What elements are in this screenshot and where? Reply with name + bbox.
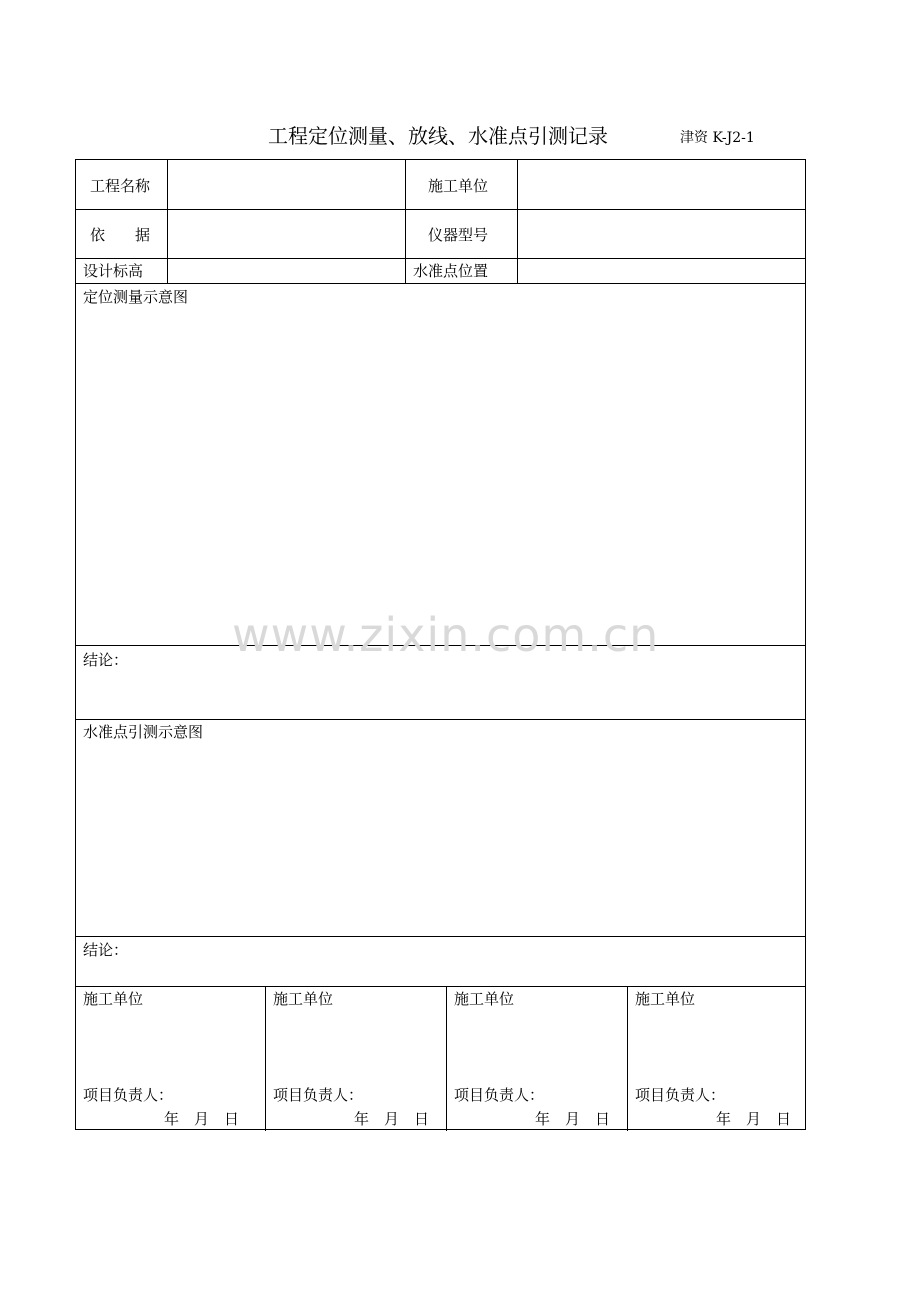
page-title: 工程定位测量、放线、水准点引测记录 [268,124,608,148]
date-label: 年 月 日 [716,1110,792,1128]
conclusion-field[interactable] [76,672,806,719]
project-name-label: 工程名称 [90,177,151,195]
construction-unit-field[interactable] [518,160,806,209]
manager-label: 项目负责人： [273,1086,364,1104]
row-divider [76,283,805,284]
unit-label: 施工单位 [635,990,696,1008]
column-divider [446,986,447,1131]
row-divider [76,719,805,720]
manager-label: 项目负责人： [454,1086,545,1104]
project-name-field[interactable] [168,160,405,209]
benchmark-position-field[interactable] [518,259,806,283]
column-divider [265,986,266,1131]
positioning-diagram-area[interactable] [76,310,806,645]
date-label: 年 月 日 [535,1110,611,1128]
unit-label: 施工单位 [454,990,515,1008]
benchmark-diagram-area[interactable] [76,745,806,936]
benchmark-position-label: 水准点位置 [413,262,489,280]
benchmark-diagram-label: 水准点引测示意图 [83,723,204,741]
date-label: 年 月 日 [164,1110,240,1128]
watermark: www.zixin.com.cn [232,608,660,662]
positioning-diagram-label: 定位测量示意图 [83,288,189,306]
conclusion-label: 结论： [83,651,129,669]
unit-label: 施工单位 [83,990,144,1008]
design-elevation-field[interactable] [168,259,405,283]
basis-label: 依 据 [90,226,151,244]
column-divider [627,986,628,1131]
instrument-model-label: 仪器型号 [428,226,489,244]
row-divider [76,936,805,937]
manager-label: 项目负责人： [635,1086,726,1104]
form-code: 津资 K-J2-1 [680,130,755,146]
row-divider [76,986,805,987]
column-divider [405,160,406,283]
conclusion-label: 结论： [83,941,129,959]
date-label: 年 月 日 [354,1110,430,1128]
manager-label: 项目负责人： [83,1086,174,1104]
form-header [0,121,920,151]
basis-field[interactable] [168,210,405,258]
unit-label: 施工单位 [273,990,334,1008]
instrument-model-field[interactable] [518,210,806,258]
design-elevation-label: 设计标高 [83,262,144,280]
construction-unit-label: 施工单位 [428,177,489,195]
conclusion-field[interactable] [76,962,806,986]
